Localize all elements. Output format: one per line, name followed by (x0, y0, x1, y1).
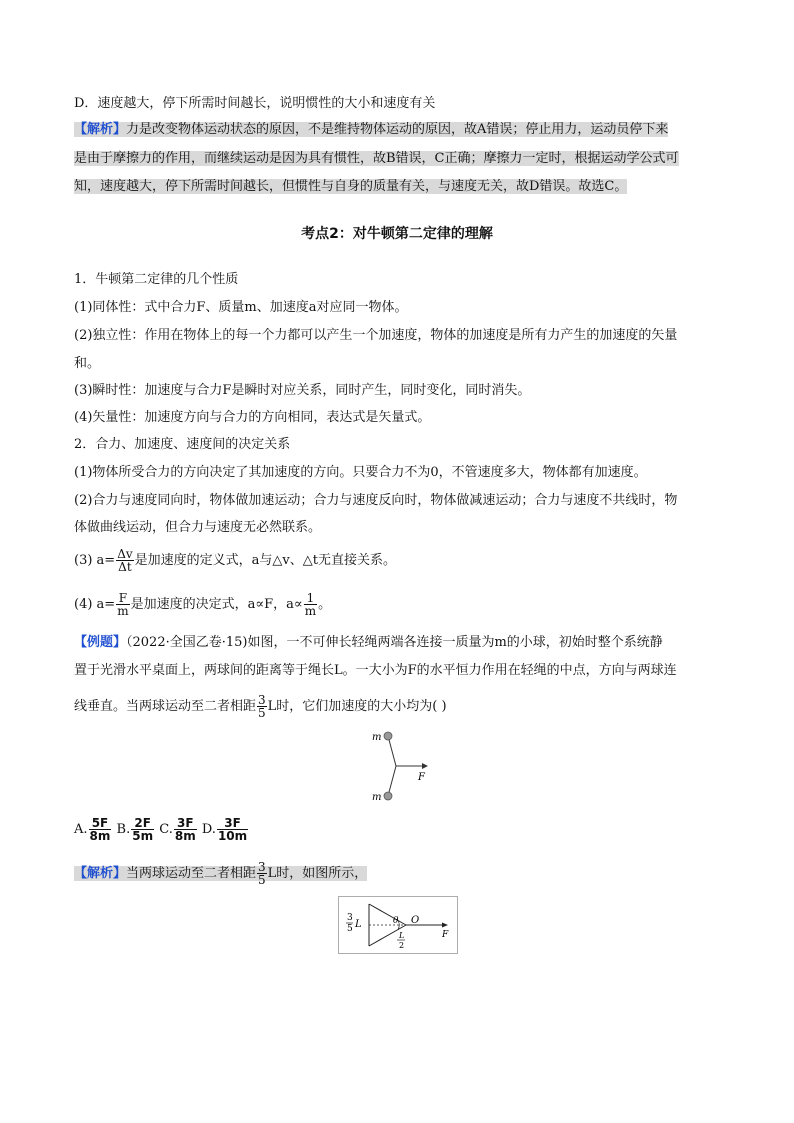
fraction-numerator: 3 (258, 693, 266, 707)
property-2b: 和。 (74, 356, 101, 371)
label-dist-den: 5 (347, 924, 353, 934)
fraction-denominator: 5 (258, 706, 266, 720)
fraction-numerator: 1 (304, 592, 317, 605)
fraction-numerator: 3F (217, 817, 248, 830)
example-tag: 【例题】 (74, 635, 127, 650)
analysis-text-2: 是由于摩擦力的作用，而继续运动是因为具有惯性，故B错误，C正确；摩擦力一定时，根据运动学公式可 (74, 151, 679, 166)
option-b-fraction (131, 817, 154, 842)
formula-text: 是加速度的定义式，a与△v、△t无直接关系。 (134, 553, 396, 568)
option-a[interactable] (74, 816, 112, 843)
formula-prefix: (3) a= (74, 553, 116, 568)
relation-3 (74, 548, 396, 573)
option-d[interactable] (201, 816, 249, 843)
analysis-tag: 【解析】 (74, 122, 127, 137)
fraction-denominator: Δt (118, 560, 132, 574)
option-c-fraction (174, 817, 197, 842)
label-half-den: 2 (399, 941, 405, 950)
analysis-line-2 (74, 148, 679, 170)
fraction-denominator: m (117, 604, 129, 618)
fraction-denominator: 5m (132, 829, 154, 843)
property-4: (4)矢量性：加速度方向与合力的方向相同，表达式是矢量式。 (74, 410, 431, 425)
analysis2-text-b: L时，如图所示， (267, 866, 368, 881)
label-m-bottom: m (372, 792, 382, 803)
fraction-denominator: m (304, 604, 317, 618)
section-title: 考点2：对牛顿第二定律的理解 (301, 226, 493, 242)
relation-2b: 体做曲线运动，但合力与速度无必然联系。 (74, 520, 322, 535)
fraction-f-m (116, 592, 129, 617)
analysis2-line (74, 861, 367, 886)
fraction-3-5 (257, 861, 267, 886)
fraction-numerator: 3 (258, 860, 266, 874)
fraction-numerator: 5F (89, 817, 112, 830)
option-letter: C. (159, 822, 173, 837)
label-o: O (411, 915, 420, 926)
label-force: F (442, 930, 449, 940)
fraction-denominator: 8m (174, 829, 196, 843)
fraction-denominator: 5 (258, 873, 266, 887)
option-a-fraction (89, 817, 112, 842)
option-letter: D. (201, 822, 216, 837)
property-1: (1)同体性：式中合力F、质量m、加速度a对应同一物体。 (74, 300, 408, 315)
ball-bottom (384, 792, 392, 800)
label-dist-num: 3 (347, 913, 353, 923)
fraction-1-m (304, 592, 317, 617)
formula-text: 是加速度的决定式，a∝F，a∝ (130, 597, 303, 612)
analysis-line-3 (74, 176, 627, 198)
triangle-figure (338, 896, 458, 954)
property-2a: (2)独立性：作用在物体上的每一个力都可以产生一个加速度，物体的加速度是所有力产生的加速度的矢量 (74, 328, 678, 343)
option-b[interactable] (116, 816, 156, 843)
fraction-denominator: 10m (217, 829, 248, 843)
relation-1: (1)物体所受合力的方向决定了其加速度的方向。只要合力不为0，不管速度多大，物体都有加速度。 (74, 465, 647, 480)
relation-2a: (2)合力与速度同向时，物体做加速运动；合力与速度反向时，物体做减速运动；合力与速度不共线时，物 (74, 493, 678, 508)
option-d-text: D．速度越大，停下所需时间越长，说明惯性的大小和速度有关 (74, 96, 436, 111)
label-force: F (418, 772, 425, 783)
formula-prefix: (4) a= (74, 597, 116, 612)
example-text-1: （2022·全国乙卷·15)如图，一不可伸长轻绳两端各连接一质量为m的小球，初始时整个系统静 (126, 635, 663, 650)
example-text-3b: L时，它们加速度的大小均为( ) (267, 699, 447, 714)
formula-text: 。 (318, 597, 332, 612)
fraction-dv-dt (116, 548, 133, 573)
analysis-line-1 (74, 119, 668, 141)
option-letter: A. (74, 822, 88, 837)
property-3: (3)瞬时性：加速度与合力F是瞬时对应关系，同时产生，同时变化，同时消失。 (74, 383, 531, 398)
fraction-denominator: 8m (89, 829, 111, 843)
example-line-2: 置于光滑水平桌面上，两球间的距离等于绳长L。一大小为F的水平恒力作用在轻绳的中点，方向与两球连 (74, 663, 677, 678)
fraction-numerator: 3F (174, 817, 197, 830)
example-line-3 (74, 694, 447, 719)
analysis2-text: 当两球运动至二者相距 (126, 866, 257, 881)
ball-top (384, 732, 392, 740)
two-balls-figure (360, 728, 440, 804)
option-letter: B. (116, 822, 131, 837)
subheading-1: 1．牛顿第二定律的几个性质 (74, 272, 239, 287)
option-c[interactable] (159, 816, 197, 843)
label-m-top: m (372, 732, 382, 743)
analysis-text-1: 力是改变物体运动状态的原因，不是维持物体运动的原因，故A错误；停止用力，运动员停下来 (126, 122, 669, 137)
subheading-2: 2．合力、加速度、速度间的决定关系 (74, 437, 291, 452)
example-text-3: 线垂直。当两球运动至二者相距 (74, 699, 257, 714)
analysis-text-3: 知，速度越大，停下所需时间越长，但惯性与自身的质量有关，与速度无关，故D错误。故选C。 (74, 179, 628, 194)
fraction-numerator: 2F (131, 817, 154, 830)
fraction-3-5 (257, 694, 267, 719)
fraction-numerator: F (116, 592, 129, 605)
relation-4 (74, 592, 331, 617)
options-row (74, 817, 249, 842)
example-line-1 (74, 632, 663, 654)
label-theta: θ (393, 916, 399, 926)
label-dist-var: L (355, 919, 362, 930)
label-half-num: L (399, 931, 405, 940)
fraction-numerator: Δv (117, 547, 133, 561)
option-d-fraction (217, 817, 248, 842)
analysis-tag: 【解析】 (74, 866, 127, 881)
